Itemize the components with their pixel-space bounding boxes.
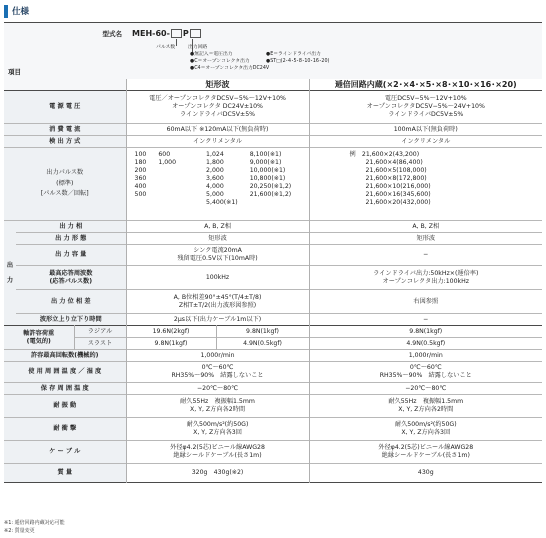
shock-row	[4, 418, 542, 441]
radial-a: 19.6N(2kgf)	[126, 326, 216, 338]
cable-rect: 外径φ4.2(5芯)ビニール線AWG28 絶縁シールドケーブル(長さ1m)	[126, 441, 309, 464]
storage-mult: −20℃〜80℃	[309, 383, 542, 395]
position-rect: A, B位相差90°±45°(T/4±T/8) Z相T±T/2(出力波形図参照)	[126, 290, 309, 314]
wave-label: 出 力 形 態	[16, 233, 126, 245]
shock-mult: 耐久500m/s²(約50G) X, Y, Z方向各3回	[309, 418, 542, 441]
current-mult: 100mA以下(無負荷時)	[309, 124, 542, 136]
cable-mult: 外径φ4.2(5芯)ビニール線AWG28 絶縁シールドケーブル(長さ1m)	[309, 441, 542, 464]
detect-row	[4, 136, 542, 148]
rise-row	[4, 314, 542, 326]
power-label: 電 源 電 圧	[4, 91, 126, 124]
rise-mult: −	[309, 314, 542, 326]
thrust-b: 4.9N(0.5kgf)	[216, 338, 309, 350]
phase-row	[4, 221, 542, 233]
note-oc: ●C＝オープンコレクタ出力	[190, 59, 250, 64]
pulse-col-1: 100 180 200 360 400 500	[134, 151, 147, 199]
freq-row	[4, 266, 542, 290]
note-voltage: ●無記入＝電圧出力	[190, 52, 233, 57]
shock-rect: 耐久500m/s²(約50G) X, Y, Z方向各3回	[126, 418, 309, 441]
current-rect: 60mA以下 ※120mA以下(無負荷時)	[126, 124, 309, 136]
detect-label: 検 出 方 式	[4, 136, 126, 148]
item-header: 項目	[8, 67, 21, 76]
maxspeed-rect: 1,000r/min	[126, 350, 309, 362]
note-pulse: パルス数	[156, 45, 176, 50]
model-code	[132, 29, 202, 39]
section-title: 仕様	[12, 7, 30, 17]
rise-label: 波形立上り立下り時間	[16, 314, 126, 326]
mass-rect: 320g 430g(※2)	[126, 464, 309, 483]
position-label: 出 力 位 相 差	[16, 290, 126, 314]
pulses-label: 出力パルス数 (標準) [パルス数／回転]	[4, 148, 126, 221]
current-label: 消 費 電 流	[4, 124, 126, 136]
thrust-mult: 4.9N(0.5kgf)	[309, 338, 542, 350]
rise-rect: 2μs以下(出力ケーブル1m以下)	[126, 314, 309, 326]
maxspeed-row	[4, 350, 542, 362]
model-label: 型式名	[102, 30, 123, 38]
pulses-row	[4, 148, 542, 221]
cable-row	[4, 441, 542, 464]
storage-rect: −20℃〜80℃	[126, 383, 309, 395]
temp-mult: 0℃〜60℃ RH35%〜90% 結露しないこと	[309, 362, 542, 383]
mass-label: 質 量	[4, 464, 126, 483]
pulse-col-4: 8,100(※1) 9,000(※1) 10,000(※1) 10,800(※1) 20,250(※1,2) 21,600(※1,2)	[249, 151, 292, 199]
col-mult-header: 逓倍回路内蔵(×2･×4･×5･×8･×10･×16･×20)	[309, 79, 542, 91]
maxspeed-label: 許容最高回転数(機械的)	[4, 350, 126, 362]
capacity-rect: シンク電流20mA 残留電圧0.5V以下(10mA時)	[126, 245, 309, 266]
load-thrust-row	[4, 338, 542, 350]
col-rect-header: 矩形波	[126, 79, 309, 91]
temp-label: 使 用 周 囲 温 度 ／ 湿 度	[4, 362, 126, 383]
current-row	[4, 124, 542, 136]
col-header-row	[4, 79, 542, 91]
pulses-rect	[126, 148, 309, 221]
vibration-row	[4, 395, 542, 418]
footnote-1: ※1: 逓倍回路内蔵対応可能	[4, 520, 65, 526]
radial-b: 9.8N(1kgf)	[216, 326, 309, 338]
load-label: 軸許容荷重 (電気的)	[4, 326, 74, 350]
wave-rect: 矩形波	[126, 233, 309, 245]
model-name: MEH-60-	[132, 29, 170, 38]
output-side-label: 出 力	[4, 221, 16, 326]
thrust-label: スラスト	[74, 338, 126, 350]
section-heading	[4, 4, 29, 18]
shock-label: 耐 衝 撃	[4, 418, 126, 441]
capacity-row	[4, 245, 542, 266]
vibration-rect: 耐久55Hz 複振幅1.5mm X, Y, Z方向各2時間	[126, 395, 309, 418]
power-rect: 電圧／オープンコレクタDC5V−5%〜12V+10% オープンコレクタ DC24V±10% ラインドライバDC5V±5%	[126, 91, 309, 124]
output-box	[190, 29, 201, 38]
radial-mult: 9.8N(1kgf)	[309, 326, 542, 338]
note-st: ●ST□(2･4･5･8･10･16･20)	[266, 59, 330, 64]
model-diagram	[126, 23, 542, 80]
freq-mult: ラインドライバ出力:50kHz×(逓倍率) オープンコレクタ出力:100kHz	[309, 266, 542, 290]
mass-row	[4, 464, 542, 483]
cable-label: ケ ー ブ ル	[4, 441, 126, 464]
maxspeed-mult: 1,000r/min	[309, 350, 542, 362]
power-mult: 電圧DC5V−5%〜12V+10% オープンコレクタDC5V−5%〜24V+10% ラインドライバDC5V±5%	[309, 91, 542, 124]
position-mult: 右図参照	[309, 290, 542, 314]
capacity-label: 出 力 容 量	[16, 245, 126, 266]
note-ld: ●E＝ラインドライバ出力	[266, 52, 321, 57]
freq-label: 最高応答周波数 (応答パルス数)	[16, 266, 126, 290]
phase-label: 出 力 相	[16, 221, 126, 233]
load-radial-row	[4, 326, 542, 338]
detect-rect: インクリメンタル	[126, 136, 309, 148]
pulse-col-2: 600 1,000	[158, 151, 177, 167]
pulse-col-3: 1,024 1,800 2,000 3,600 4,000 5,000 5,400(※1)	[206, 151, 238, 207]
wave-row	[4, 233, 542, 245]
temp-rect: 0℃〜60℃ RH35%〜90% 結露しないこと	[126, 362, 309, 383]
freq-rect: 100kHz	[126, 266, 309, 290]
vibration-label: 耐 振 動	[4, 395, 126, 418]
note-output: 出力回路	[188, 45, 208, 50]
storage-row	[4, 383, 542, 395]
power-row	[4, 91, 542, 124]
temp-row	[4, 362, 542, 383]
phase-mult: A, B, Z相	[309, 221, 542, 233]
phase-rect: A, B, Z相	[126, 221, 309, 233]
note-oc24: ●C4＝オープンコレクタ出力DC24V	[190, 66, 270, 71]
radial-label: ラジアル	[74, 326, 126, 338]
model-row	[4, 23, 542, 80]
position-row	[4, 290, 542, 314]
pulse-box	[171, 29, 182, 38]
wave-mult: 矩形波	[309, 233, 542, 245]
vibration-mult: 耐久55Hz 複振幅1.5mm X, Y, Z方向各2時間	[309, 395, 542, 418]
mass-mult: 430g	[309, 464, 542, 483]
pulses-mult: 例 21,600×2(43,200) 21,600×4(86,400) 21,600×5(108,000) 21,600×8(172,800) 21,600×10(216,000) 21,600×16(345,600) 21,600×20(432,000)	[309, 148, 542, 221]
capacity-mult: −	[309, 245, 542, 266]
detect-mult: インクリメンタル	[309, 136, 542, 148]
spec-table	[4, 22, 542, 483]
model-p: P	[182, 29, 189, 38]
footnote-2: ※2: 質量変更	[4, 528, 35, 534]
thrust-a: 9.8N(1kgf)	[126, 338, 216, 350]
section-accent-bar	[4, 5, 8, 18]
model-label-cell	[4, 23, 126, 80]
storage-label: 保 存 周 囲 温 度	[4, 383, 126, 395]
